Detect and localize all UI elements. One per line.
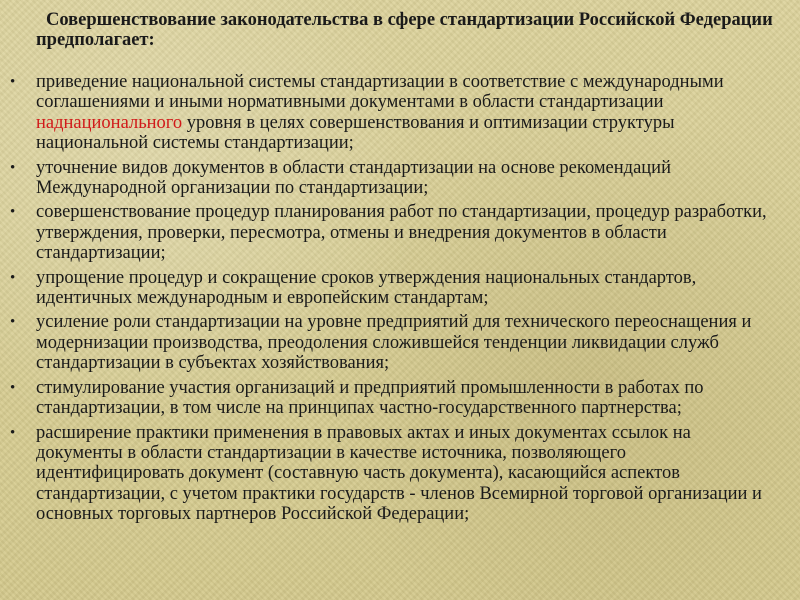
list-item	[12, 158, 774, 199]
item-text: упрощение процедур и сокращение сроков утверждения национальных стандартов, идентичных международным и европейским стандартам;	[36, 267, 697, 309]
bullet-icon: •	[10, 379, 16, 396]
bullet-icon: •	[10, 159, 16, 176]
bullet-icon: •	[10, 424, 16, 441]
item-text: расширение практики применения в правовых актах и иных документах ссылок на документы в области стандартизации в качестве источника, позволяющего идентифицировать документ (составную часть документа), касающийся аспектов стандартизации, с учетом практики государств - членов Всемирной торговой организации и основных торговых партнеров Российской Федерации;	[36, 422, 762, 525]
bullet-icon: •	[10, 204, 16, 221]
list-item	[12, 202, 774, 263]
item-text: приведение национальной системы стандартизации в соответствие с международными соглашениями и иными нормативными документами в области стандартизации	[36, 72, 724, 113]
list-item	[12, 378, 774, 419]
item-text-after: уровня в целях совершенствования и оптимизации структуры национальной системы стандартизации;	[36, 112, 675, 154]
item-highlight: наднационального	[36, 112, 183, 133]
item-text: стимулирование участия организаций и предприятий промышленности в работах по стандартизации, в том числе на принципах частно-государственного партнерства;	[36, 377, 704, 419]
item-text: совершенствование процедур планирования работ по стандартизации, процедур разработки, утверждения, проверки, пересмотра, отмены и внедрения документов в области стандартизации;	[36, 202, 767, 264]
bullet-icon: •	[10, 314, 16, 331]
bullet-icon: •	[10, 269, 16, 286]
list-item	[12, 423, 774, 525]
list-item	[12, 312, 774, 373]
item-text: уточнение видов документов в области стандартизации на основе рекомендаций Международной организации по стандартизации;	[36, 157, 671, 199]
bullet-icon: •	[10, 74, 16, 90]
list-item	[12, 268, 774, 309]
bullet-list	[12, 72, 774, 525]
item-text: усиление роли стандартизации на уровне предприятий для технического переоснащения и модернизации производства, преодоления сложившейся тенденции ликвидации служб стандартизации в субъектах хозяйствования;	[36, 312, 752, 374]
list-item	[12, 72, 774, 154]
slide-heading: Совершенствование законодательства в сфере стандартизации Российской Федерации предполагает:	[36, 10, 773, 50]
